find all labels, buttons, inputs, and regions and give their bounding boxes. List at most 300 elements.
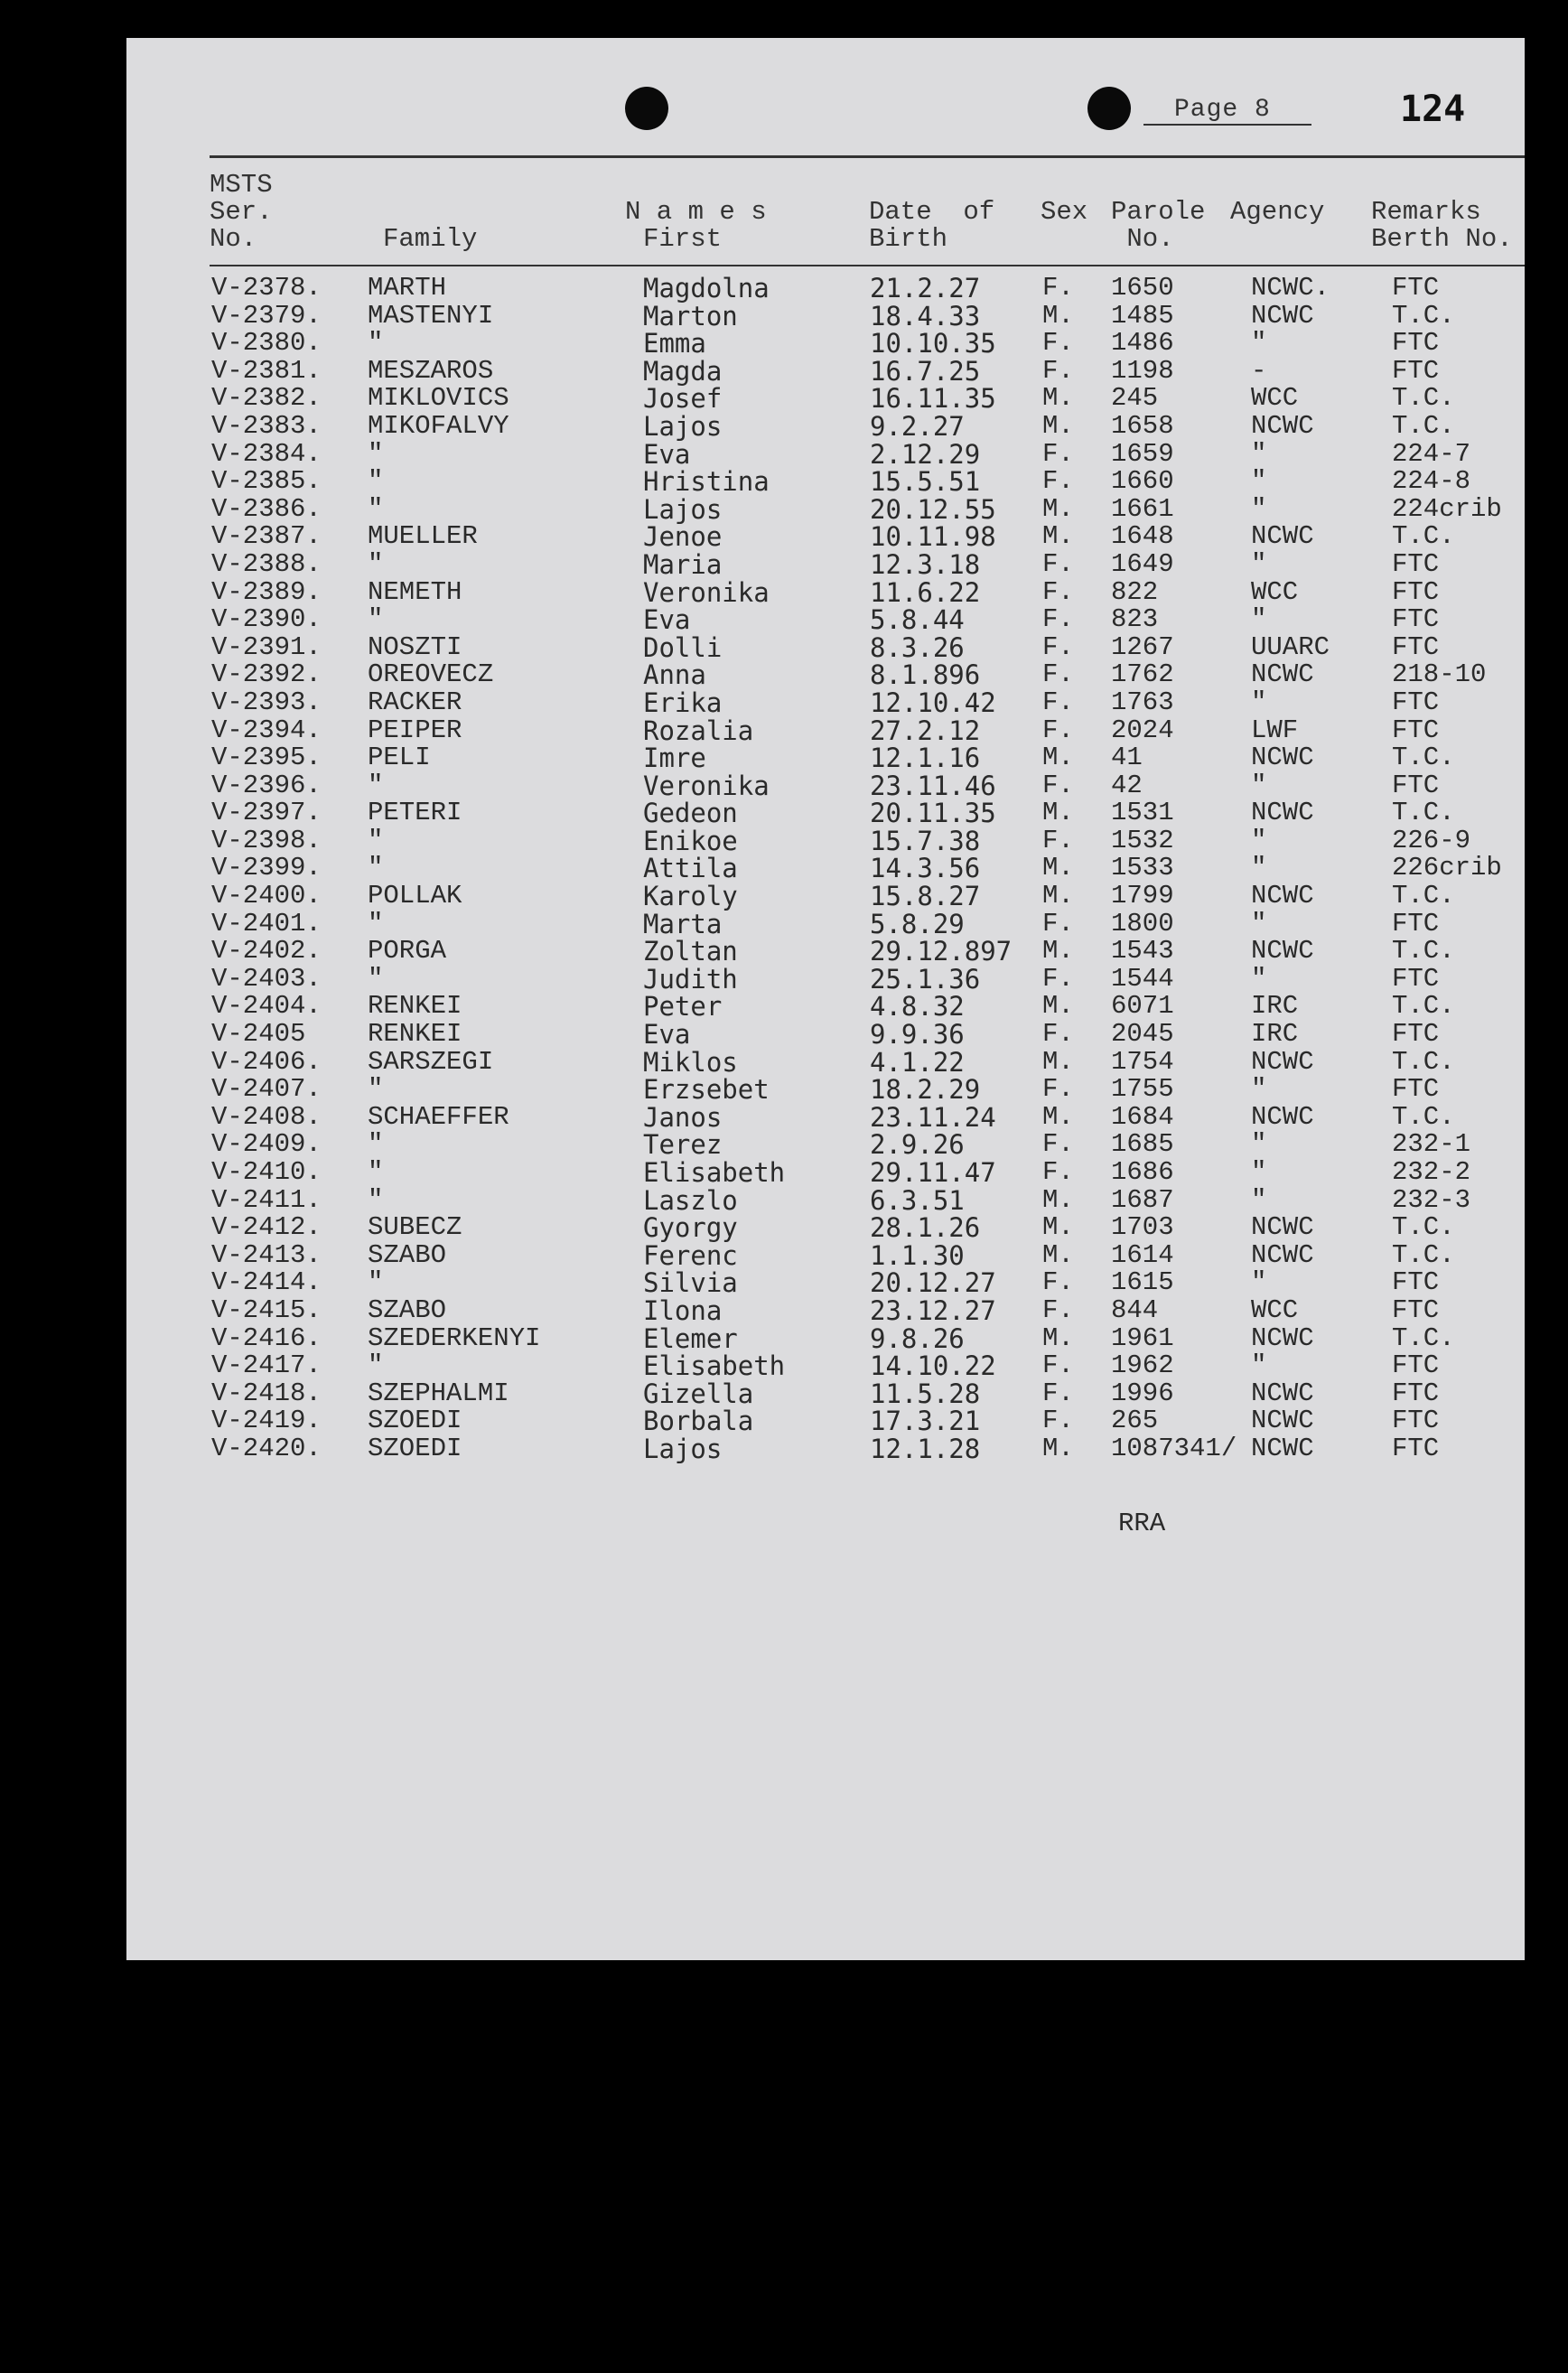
sex-cell: M. bbox=[1042, 936, 1074, 967]
sex-cell: F. bbox=[1042, 1406, 1074, 1436]
first-name-cell: Laszlo bbox=[643, 1184, 738, 1216]
table-row bbox=[126, 908, 1525, 939]
table-row bbox=[126, 355, 1525, 387]
date-of-birth-cell: 12.10.42 bbox=[870, 687, 996, 718]
first-name-cell: Rozalia bbox=[643, 715, 754, 746]
header-sex: Sex bbox=[1041, 197, 1088, 227]
date-of-birth-cell: 23.11.24 bbox=[870, 1101, 996, 1133]
parole-no-cell: 2045 bbox=[1111, 1019, 1174, 1050]
remarks-cell: FTC bbox=[1392, 715, 1440, 745]
remarks-cell: FTC bbox=[1392, 576, 1440, 607]
family-cell: " bbox=[368, 825, 384, 855]
remarks-cell: 232-2 bbox=[1392, 1157, 1471, 1187]
table-row bbox=[126, 275, 1525, 303]
date-of-birth-cell: 2.9.26 bbox=[870, 1129, 965, 1161]
date-of-birth-cell: 4.8.32 bbox=[870, 991, 965, 1023]
family-cell: MASTENYI bbox=[368, 300, 494, 331]
table-row bbox=[126, 1101, 1525, 1133]
family-cell: PEIPER bbox=[368, 715, 462, 745]
agency-cell: NCWC. bbox=[1251, 273, 1330, 303]
sex-cell: M. bbox=[1042, 991, 1074, 1022]
table-row bbox=[126, 1021, 1525, 1049]
first-name-cell: Gyorgy bbox=[643, 1212, 738, 1244]
ser-no-cell: V-2412. bbox=[211, 1212, 322, 1243]
table-row bbox=[126, 523, 1525, 551]
date-of-birth-cell: 15.8.27 bbox=[870, 881, 981, 912]
table-row bbox=[126, 300, 1525, 332]
sex-cell: M. bbox=[1042, 1184, 1074, 1215]
family-cell: " bbox=[368, 1350, 384, 1381]
ser-no-cell: V-2388. bbox=[211, 548, 322, 579]
date-of-birth-cell: 25.1.36 bbox=[870, 963, 981, 995]
family-cell: RENKEI bbox=[368, 1019, 462, 1050]
sex-cell: F. bbox=[1042, 908, 1074, 939]
family-cell: " bbox=[368, 493, 384, 524]
punch-hole bbox=[625, 87, 668, 130]
agency-cell: NCWC bbox=[1251, 1322, 1314, 1353]
sex-cell: F. bbox=[1042, 355, 1074, 386]
remarks-cell: 226-9 bbox=[1392, 825, 1471, 855]
parole-no-cell: 1533 bbox=[1111, 853, 1174, 883]
parole-no-cell: 1684 bbox=[1111, 1101, 1174, 1132]
date-of-birth-cell: 20.12.55 bbox=[870, 493, 996, 525]
table-row bbox=[126, 938, 1525, 966]
remarks-cell: T.C. bbox=[1392, 743, 1455, 773]
date-of-birth-cell: 14.10.22 bbox=[870, 1350, 996, 1382]
family-cell: " bbox=[368, 604, 384, 635]
agency-cell: " bbox=[1251, 438, 1267, 469]
family-cell: " bbox=[368, 770, 384, 800]
remarks-cell: FTC bbox=[1392, 687, 1440, 717]
remarks-cell: FTC bbox=[1392, 273, 1440, 303]
first-name-cell: Imre bbox=[643, 743, 706, 774]
agency-cell: " bbox=[1251, 687, 1267, 717]
date-of-birth-cell: 23.12.27 bbox=[870, 1294, 996, 1326]
family-cell: POLLAK bbox=[368, 881, 462, 911]
table-row bbox=[126, 661, 1525, 689]
table-row bbox=[126, 1407, 1525, 1435]
ser-no-cell: V-2416. bbox=[211, 1322, 322, 1353]
date-of-birth-cell: 11.5.28 bbox=[870, 1378, 981, 1409]
remarks-cell: FTC bbox=[1392, 604, 1440, 635]
ser-no-cell: V-2415. bbox=[211, 1294, 322, 1325]
sex-cell: F. bbox=[1042, 1294, 1074, 1325]
sex-cell: M. bbox=[1042, 383, 1074, 414]
header-rule-bottom bbox=[210, 265, 1525, 266]
parole-no-cell: 844 bbox=[1111, 1294, 1159, 1325]
page-label: Page 8 bbox=[1143, 96, 1311, 126]
first-name-cell: Magdolna bbox=[643, 273, 770, 304]
sex-cell: F. bbox=[1042, 1074, 1074, 1105]
table-row bbox=[126, 631, 1525, 663]
first-name-cell: Lajos bbox=[643, 410, 723, 442]
remarks-cell: FTC bbox=[1392, 1433, 1440, 1463]
family-cell: " bbox=[368, 1157, 384, 1187]
family-cell: MIKOFALVY bbox=[368, 410, 509, 441]
sex-cell: M. bbox=[1042, 881, 1074, 911]
table-row bbox=[126, 1184, 1525, 1216]
ser-no-cell: V-2419. bbox=[211, 1406, 322, 1436]
ser-no-cell: V-2378. bbox=[211, 273, 322, 303]
date-of-birth-cell: 6.3.51 bbox=[870, 1184, 965, 1216]
table-row bbox=[126, 827, 1525, 855]
first-name-cell: Eva bbox=[643, 438, 691, 470]
date-of-birth-cell: 9.2.27 bbox=[870, 410, 965, 442]
first-name-cell: Veronika bbox=[643, 770, 770, 801]
table-row bbox=[126, 1131, 1525, 1159]
ser-no-cell: V-2417. bbox=[211, 1350, 322, 1381]
ser-no-cell: V-2408. bbox=[211, 1101, 322, 1132]
sex-cell: M. bbox=[1042, 798, 1074, 828]
date-of-birth-cell: 5.8.29 bbox=[870, 908, 965, 939]
parole-no-cell: 1996 bbox=[1111, 1378, 1174, 1408]
sex-cell: F. bbox=[1042, 604, 1074, 635]
table-row bbox=[126, 548, 1525, 580]
remarks-cell: 224-8 bbox=[1392, 466, 1471, 497]
agency-cell: IRC bbox=[1251, 1019, 1299, 1050]
table-row bbox=[126, 1159, 1525, 1187]
table-row bbox=[126, 468, 1525, 496]
first-name-cell: Emma bbox=[643, 328, 706, 360]
passenger-table bbox=[126, 275, 1525, 1463]
table-row bbox=[126, 330, 1525, 358]
date-of-birth-cell: 20.12.27 bbox=[870, 1267, 996, 1299]
sex-cell: M. bbox=[1042, 743, 1074, 773]
table-row bbox=[126, 1435, 1525, 1463]
date-of-birth-cell: 12.1.28 bbox=[870, 1433, 981, 1464]
table-row bbox=[126, 1322, 1525, 1354]
agency-cell: " bbox=[1251, 1184, 1267, 1215]
ser-no-cell: V-2406. bbox=[211, 1046, 322, 1077]
agency-cell: " bbox=[1251, 1267, 1267, 1298]
table-row bbox=[126, 883, 1525, 911]
parole-no-cell: 1661 bbox=[1111, 493, 1174, 524]
family-cell: " bbox=[368, 1267, 384, 1298]
parole-no-cell: 1686 bbox=[1111, 1157, 1174, 1187]
parole-no-cell: 6071 bbox=[1111, 991, 1174, 1022]
first-name-cell: Enikoe bbox=[643, 825, 738, 856]
first-name-cell: Gedeon bbox=[643, 798, 738, 829]
date-of-birth-cell: 14.3.56 bbox=[870, 853, 981, 884]
parole-no-cell: 1685 bbox=[1111, 1129, 1174, 1160]
header-first: First bbox=[643, 224, 723, 254]
parole-no-cell: 1198 bbox=[1111, 355, 1174, 386]
parole-no-cell: 265 bbox=[1111, 1406, 1159, 1436]
family-cell: SUBECZ bbox=[368, 1212, 462, 1243]
table-row bbox=[126, 493, 1525, 525]
date-of-birth-cell: 12.3.18 bbox=[870, 548, 981, 580]
date-of-birth-cell: 10.10.35 bbox=[870, 328, 996, 360]
table-row bbox=[126, 963, 1525, 995]
sex-cell: F. bbox=[1042, 548, 1074, 579]
sex-cell: F. bbox=[1042, 825, 1074, 855]
sex-cell: F. bbox=[1042, 687, 1074, 717]
sex-cell: F. bbox=[1042, 1378, 1074, 1408]
ser-no-cell: V-2380. bbox=[211, 328, 322, 359]
ser-no-cell: V-2401. bbox=[211, 908, 322, 939]
first-name-cell: Eva bbox=[643, 1019, 691, 1051]
first-name-cell: Josef bbox=[643, 383, 723, 415]
table-row bbox=[126, 410, 1525, 442]
date-of-birth-cell: 4.1.22 bbox=[870, 1046, 965, 1078]
agency-cell: " bbox=[1251, 853, 1267, 883]
agency-cell: NCWC bbox=[1251, 1212, 1314, 1243]
parole-no-cell: 1615 bbox=[1111, 1267, 1174, 1298]
remarks-cell: T.C. bbox=[1392, 1212, 1455, 1243]
agency-cell: NCWC bbox=[1251, 1378, 1314, 1408]
date-of-birth-cell: 8.1.896 bbox=[870, 659, 981, 691]
first-name-cell: Elisabeth bbox=[643, 1157, 786, 1188]
sex-cell: F. bbox=[1042, 438, 1074, 469]
ser-no-cell: V-2397. bbox=[211, 798, 322, 828]
agency-cell: WCC bbox=[1251, 383, 1299, 414]
ser-no-cell: V-2411. bbox=[211, 1184, 322, 1215]
remarks-cell: T.C. bbox=[1392, 1046, 1455, 1077]
family-cell: SZEDERKENYI bbox=[368, 1322, 541, 1353]
remarks-cell: 232-1 bbox=[1392, 1129, 1471, 1160]
parole-no-cell: 1648 bbox=[1111, 521, 1174, 552]
remarks-cell: FTC bbox=[1392, 1074, 1440, 1105]
parole-no-cell: 1687 bbox=[1111, 1184, 1174, 1215]
table-row bbox=[126, 606, 1525, 634]
first-name-cell: Erzsebet bbox=[643, 1074, 770, 1106]
family-cell: PETERI bbox=[368, 798, 462, 828]
parole-no-cell: 1650 bbox=[1111, 273, 1174, 303]
parole-no-cell: 1754 bbox=[1111, 1046, 1174, 1077]
agency-cell: NCWC bbox=[1251, 881, 1314, 911]
first-name-cell: Zoltan bbox=[643, 936, 738, 967]
ser-no-cell: V-2413. bbox=[211, 1239, 322, 1270]
first-name-cell: Karoly bbox=[643, 881, 738, 912]
sex-cell: M. bbox=[1042, 1322, 1074, 1353]
date-of-birth-cell: 16.7.25 bbox=[870, 355, 981, 387]
ser-no-cell: V-2381. bbox=[211, 355, 322, 386]
date-of-birth-cell: 20.11.35 bbox=[870, 798, 996, 829]
parole-no-cell: 41 bbox=[1111, 743, 1143, 773]
first-name-cell: Peter bbox=[643, 991, 723, 1023]
remarks-cell: FTC bbox=[1392, 1019, 1440, 1050]
table-row bbox=[126, 1269, 1525, 1297]
ser-no-cell: V-2383. bbox=[211, 410, 322, 441]
first-name-cell: Lajos bbox=[643, 1433, 723, 1464]
family-cell: " bbox=[368, 438, 384, 469]
remarks-cell: T.C. bbox=[1392, 383, 1455, 414]
ser-no-cell: V-2398. bbox=[211, 825, 322, 855]
ser-no-cell: V-2414. bbox=[211, 1267, 322, 1298]
first-name-cell: Ferenc bbox=[643, 1239, 738, 1271]
sex-cell: M. bbox=[1042, 521, 1074, 552]
remarks-cell: T.C. bbox=[1392, 300, 1455, 331]
table-row bbox=[126, 438, 1525, 470]
sex-cell: F. bbox=[1042, 328, 1074, 359]
remarks-cell: T.C. bbox=[1392, 1101, 1455, 1132]
parole-continuation-row bbox=[126, 1510, 1525, 1538]
agency-cell: NCWC bbox=[1251, 659, 1314, 690]
remarks-cell: 232-3 bbox=[1392, 1184, 1471, 1215]
parole-no-cell: 1659 bbox=[1111, 438, 1174, 469]
date-of-birth-cell: 15.7.38 bbox=[870, 825, 981, 856]
family-cell: " bbox=[368, 853, 384, 883]
agency-cell: NCWC bbox=[1251, 1433, 1314, 1463]
agency-cell: NCWC bbox=[1251, 1239, 1314, 1270]
parole-no-cell: 1961 bbox=[1111, 1322, 1174, 1353]
ser-no-cell: V-2391. bbox=[211, 631, 322, 662]
family-cell: RACKER bbox=[368, 687, 462, 717]
family-cell: SZEPHALMI bbox=[368, 1378, 509, 1408]
date-of-birth-cell: 5.8.44 bbox=[870, 604, 965, 636]
page-number: 124 bbox=[1400, 89, 1466, 130]
parole-no-cell: 1486 bbox=[1111, 328, 1174, 359]
first-name-cell: Eva bbox=[643, 604, 691, 636]
first-name-cell: Anna bbox=[643, 659, 706, 691]
agency-cell: " bbox=[1251, 770, 1267, 800]
remarks-cell: 224-7 bbox=[1392, 438, 1471, 469]
sex-cell: M. bbox=[1042, 1212, 1074, 1243]
first-name-cell: Jenoe bbox=[643, 521, 723, 553]
date-of-birth-cell: 11.6.22 bbox=[870, 576, 981, 608]
family-cell: " bbox=[368, 908, 384, 939]
date-of-birth-cell: 10.11.98 bbox=[870, 521, 996, 553]
remarks-cell: T.C. bbox=[1392, 410, 1455, 441]
date-of-birth-cell: 9.9.36 bbox=[870, 1019, 965, 1051]
date-of-birth-cell: 28.1.26 bbox=[870, 1212, 981, 1244]
table-row bbox=[126, 717, 1525, 745]
remarks-cell: FTC bbox=[1392, 770, 1440, 800]
agency-cell: " bbox=[1251, 908, 1267, 939]
remarks-cell: 224crib bbox=[1392, 493, 1502, 524]
ser-no-cell: V-2389. bbox=[211, 576, 322, 607]
sex-cell: M. bbox=[1042, 1101, 1074, 1132]
remarks-cell: T.C. bbox=[1392, 1322, 1455, 1353]
ser-no-cell: V-2394. bbox=[211, 715, 322, 745]
remarks-cell: FTC bbox=[1392, 1294, 1440, 1325]
first-name-cell: Elisabeth bbox=[643, 1350, 786, 1382]
date-of-birth-cell: 17.3.21 bbox=[870, 1406, 981, 1437]
first-name-cell: Judith bbox=[643, 963, 738, 995]
family-cell: SZOEDI bbox=[368, 1406, 462, 1436]
family-cell: " bbox=[368, 1074, 384, 1105]
sex-cell: F. bbox=[1042, 1157, 1074, 1187]
agency-cell: IRC bbox=[1251, 991, 1299, 1022]
agency-cell: " bbox=[1251, 493, 1267, 524]
first-name-cell: Hristina bbox=[643, 466, 770, 498]
agency-cell: " bbox=[1251, 604, 1267, 635]
date-of-birth-cell: 12.1.16 bbox=[870, 743, 981, 774]
ser-no-cell: V-2410. bbox=[211, 1157, 322, 1187]
first-name-cell: Marta bbox=[643, 908, 723, 939]
first-name-cell: Silvia bbox=[643, 1267, 738, 1299]
ser-no-cell: V-2379. bbox=[211, 300, 322, 331]
agency-cell: WCC bbox=[1251, 1294, 1299, 1325]
table-row bbox=[126, 772, 1525, 800]
sex-cell: M. bbox=[1042, 410, 1074, 441]
family-cell: " bbox=[368, 328, 384, 359]
remarks-cell: FTC bbox=[1392, 631, 1440, 662]
date-of-birth-cell: 15.5.51 bbox=[870, 466, 981, 498]
sex-cell: F. bbox=[1042, 631, 1074, 662]
parole-no-cell: 1755 bbox=[1111, 1074, 1174, 1105]
header-date-of-birth: Date of Birth bbox=[869, 197, 995, 254]
parole-continuation: RRA bbox=[1118, 1509, 1166, 1538]
parole-no-cell: 1799 bbox=[1111, 881, 1174, 911]
agency-cell: NCWC bbox=[1251, 936, 1314, 967]
remarks-cell: T.C. bbox=[1392, 881, 1455, 911]
agency-cell: " bbox=[1251, 1129, 1267, 1160]
date-of-birth-cell: 29.11.47 bbox=[870, 1157, 996, 1188]
agency-cell: - bbox=[1251, 355, 1267, 386]
parole-no-cell: 1614 bbox=[1111, 1239, 1174, 1270]
first-name-cell: Janos bbox=[643, 1101, 723, 1133]
parole-no-cell: 1962 bbox=[1111, 1350, 1174, 1381]
parole-no-cell: 1658 bbox=[1111, 410, 1174, 441]
first-name-cell: Gizella bbox=[643, 1378, 754, 1409]
sex-cell: F. bbox=[1042, 576, 1074, 607]
header-agency: Agency bbox=[1230, 197, 1325, 227]
parole-no-cell: 1087341/ bbox=[1111, 1433, 1237, 1463]
parole-no-cell: 1762 bbox=[1111, 659, 1174, 690]
family-cell: MESZAROS bbox=[368, 355, 494, 386]
agency-cell: NCWC bbox=[1251, 1046, 1314, 1077]
agency-cell: " bbox=[1251, 1350, 1267, 1381]
ser-no-cell: V-2382. bbox=[211, 383, 322, 414]
agency-cell: NCWC bbox=[1251, 1406, 1314, 1436]
ser-no-cell: V-2402. bbox=[211, 936, 322, 967]
first-name-cell: Maria bbox=[643, 548, 723, 580]
first-name-cell: Erika bbox=[643, 687, 723, 718]
parole-no-cell: 822 bbox=[1111, 576, 1159, 607]
ser-no-cell: V-2390. bbox=[211, 604, 322, 635]
table-row bbox=[126, 576, 1525, 608]
sex-cell: M. bbox=[1042, 493, 1074, 524]
parole-no-cell: 1531 bbox=[1111, 798, 1174, 828]
agency-cell: " bbox=[1251, 466, 1267, 497]
sex-cell: F. bbox=[1042, 466, 1074, 497]
family-cell: PORGA bbox=[368, 936, 447, 967]
first-name-cell: Attila bbox=[643, 853, 738, 884]
remarks-cell: T.C. bbox=[1392, 1239, 1455, 1270]
family-cell: " bbox=[368, 466, 384, 497]
parole-no-cell: 1649 bbox=[1111, 548, 1174, 579]
family-cell: MIKLOVICS bbox=[368, 383, 509, 414]
sex-cell: F. bbox=[1042, 1350, 1074, 1381]
family-cell: MARTH bbox=[368, 273, 447, 303]
sex-cell: M. bbox=[1042, 1433, 1074, 1463]
family-cell: NEMETH bbox=[368, 576, 462, 607]
document-page bbox=[126, 38, 1525, 1960]
remarks-cell: 218-10 bbox=[1392, 659, 1487, 690]
date-of-birth-cell: 29.12.897 bbox=[870, 936, 1013, 967]
date-of-birth-cell: 2.12.29 bbox=[870, 438, 981, 470]
ser-no-cell: V-2396. bbox=[211, 770, 322, 800]
ser-no-cell: V-2405 bbox=[211, 1019, 306, 1050]
parole-no-cell: 1485 bbox=[1111, 300, 1174, 331]
sex-cell: F. bbox=[1042, 1019, 1074, 1050]
remarks-cell: FTC bbox=[1392, 1267, 1440, 1298]
table-row bbox=[126, 1239, 1525, 1271]
table-row bbox=[126, 993, 1525, 1021]
sex-cell: M. bbox=[1042, 300, 1074, 331]
table-row bbox=[126, 799, 1525, 827]
table-row bbox=[126, 385, 1525, 413]
remarks-cell: FTC bbox=[1392, 1350, 1440, 1381]
header-parole-no: Parole No. bbox=[1111, 197, 1206, 254]
first-name-cell: Borbala bbox=[643, 1406, 754, 1437]
date-of-birth-cell: 23.11.46 bbox=[870, 770, 996, 801]
date-of-birth-cell: 1.1.30 bbox=[870, 1239, 965, 1271]
agency-cell: " bbox=[1251, 548, 1267, 579]
parole-no-cell: 1703 bbox=[1111, 1212, 1174, 1243]
sex-cell: M. bbox=[1042, 853, 1074, 883]
